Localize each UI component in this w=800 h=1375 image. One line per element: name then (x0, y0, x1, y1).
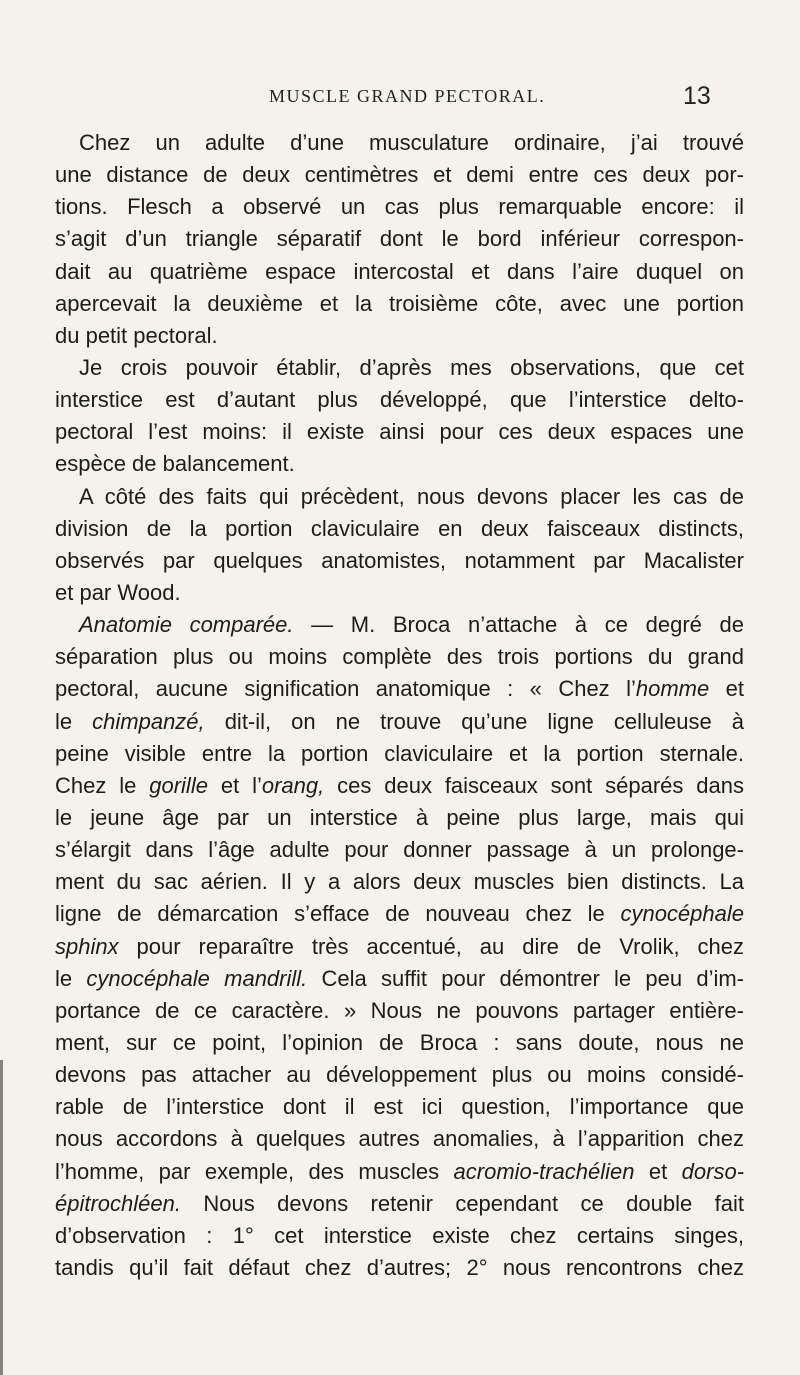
text-line: ligne de démarcation s’efface de nouveau chez le cynocéphale (55, 901, 744, 927)
text-line: peine visible entre la portion claviculaire et la portion sternale. (55, 740, 744, 766)
text-line: pectoral l’est moins: il existe ainsi pour ces deux espaces une (55, 419, 744, 445)
text-line: le cynocéphale mandrill. Cela suffit pour démontrer le peu d’im- (55, 965, 744, 991)
text-line: une distance de deux centimètres et demi entre ces deux por- (55, 162, 744, 188)
text-line: s’élargit dans l’âge adulte pour donner passage à un prolonge- (55, 837, 744, 863)
text-line: devons pas attacher au développement plus ou moins considé- (55, 1062, 744, 1088)
text-line: ment du sac aérien. Il y a alors deux muscles bien distincts. La (55, 869, 744, 895)
text-line: le jeune âge par un interstice à peine plus large, mais qui (55, 804, 744, 830)
text-line: portance de ce caractère. » Nous ne pouvons partager entière- (55, 997, 744, 1023)
text-line: sphinx pour reparaître très accentué, au dire de Vrolik, chez (55, 933, 744, 959)
text-line: Anatomie comparée. — M. Broca n’attache à ce degré de (79, 612, 744, 638)
text-line: interstice est d’autant plus développé, que l’interstice delto- (55, 387, 744, 413)
text-line: nous accordons à quelques autres anomalies, à l’apparition chez (55, 1126, 744, 1152)
running-head-title: MUSCLE GRAND PECTORAL. (269, 86, 546, 106)
text-line: pectoral, aucune signification anatomique : « Chez l’homme et (55, 676, 744, 702)
page-edge-shadow (0, 1060, 3, 1375)
text-line: division de la portion claviculaire en deux faisceaux distincts, (55, 515, 744, 541)
text-line: l’homme, par exemple, des muscles acromio-trachélien et dorso- (55, 1158, 744, 1184)
text-line: Chez le gorille et l’orang, ces deux faisceaux sont séparés dans (55, 772, 744, 798)
text-line: espèce de balancement. (55, 451, 295, 477)
text-line: séparation plus ou moins complète des trois portions du grand (55, 644, 744, 670)
body-text (55, 127, 744, 1284)
text-line: apercevait la deuxième et la troisième côte, avec une portion (55, 290, 744, 316)
text-line: ment, sur ce point, l’opinion de Broca : sans doute, nous ne (55, 1029, 744, 1055)
text-line: tandis qu’il fait défaut chez d’autres; 2° nous rencontrons chez (55, 1254, 744, 1280)
text-line: s’agit d’un triangle séparatif dont le bord inférieur correspon- (55, 226, 744, 252)
text-line: le chimpanzé, dit-il, on ne trouve qu’une ligne celluleuse à (55, 708, 744, 734)
text-line: observés par quelques anatomistes, notamment par Macalister (55, 547, 744, 573)
running-head (0, 82, 800, 114)
text-line: tions. Flesch a observé un cas plus remarquable encore: il (55, 194, 744, 220)
text-line: et par Wood. (55, 579, 181, 605)
text-line: A côté des faits qui précèdent, nous devons placer les cas de (79, 483, 744, 509)
text-line: Je crois pouvoir établir, d’après mes observations, que cet (79, 354, 744, 380)
text-line: dait au quatrième espace intercostal et dans l’aire duquel on (55, 258, 744, 284)
text-line: du petit pectoral. (55, 322, 218, 348)
text-line: Chez un adulte d’une musculature ordinaire, j’ai trouvé (79, 130, 744, 155)
text-line: d’observation : 1° cet interstice existe chez certains singes, (55, 1222, 744, 1248)
page-number: 13 (683, 82, 711, 110)
text-line: épitrochléen. Nous devons retenir cependant ce double fait (55, 1190, 744, 1216)
text-line: rable de l’interstice dont il est ici question, l’importance que (55, 1094, 744, 1120)
